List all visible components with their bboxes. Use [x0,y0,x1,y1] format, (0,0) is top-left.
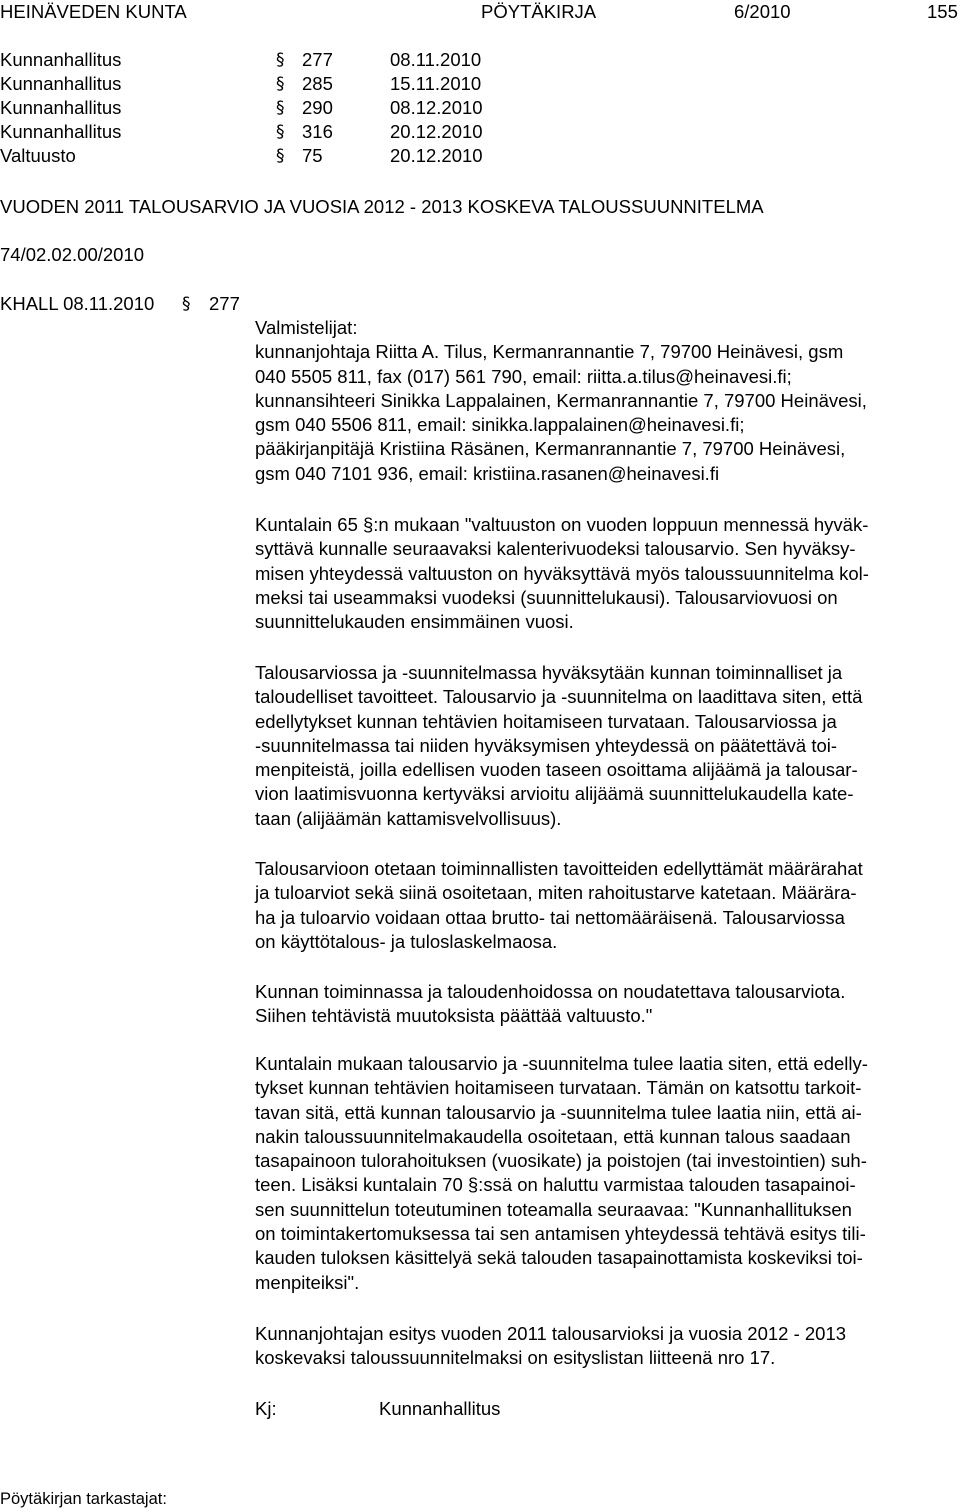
paragraph-line: ha ja tuloarvio voidaan ottaa brutto- tai nettomääräisenä. Talousarviossa [255,906,845,928]
paragraph-line: ja tuloarviot sekä siinä osoitetaan, miten rahoitustarve katetaan. Määrära- [255,882,857,904]
meeting-row [0,96,960,120]
paragraph-line: on toimintakertomuksessa tai sen antamisen yhteydessä tehtävä esitys tili- [255,1223,866,1245]
body-paragraph [255,857,955,954]
paragraph-line: Kuntalain 65 §:n mukaan "valtuuston on vuoden loppuun mennessä hyväk- [255,514,869,535]
preparer-line: kunnanjohtaja Riitta A. Tilus, Kermanrannantie 7, 79700 Heinävesi, gsm [255,341,844,363]
document-title: VUODEN 2011 TALOUSARVIO JA VUOSIA 2012 - 2013 KOSKEVA TALOUSSUUNNITELMA [0,196,764,217]
page-header [0,0,960,26]
paragraph-line: kauden tuloksen käsittelyä sekä talouden tasapainottamista koskeviksi toi- [255,1247,863,1269]
section-label: KHALL 08.11.2010 [0,293,155,314]
meeting-section-number: 277 [302,49,333,70]
preparer-line: kunnansihteeri Sinikka Lappalainen, Kermanrannantie 7, 79700 Heinävesi, [255,389,867,411]
preparers-block [255,316,955,486]
paragraph-line: -suunnitelmassa tai niiden hyväksymisen yhteydessä on päätettävä toi- [255,734,838,756]
section-symbol: § [182,294,191,314]
meeting-date: 20.12.2010 [390,145,483,166]
meeting-body: Kunnanhallitus [0,49,122,70]
section-symbol: § [276,74,285,94]
paragraph-line: menpiteistä, joilla edellisen vuoden taseen osoittama alijäämä ja talousar- [255,759,858,781]
paragraph-line: Talousarviossa ja -suunnitelmassa hyväksytään kunnan toiminnalliset ja [255,662,843,683]
preparer-line: gsm 040 7101 936, email: kristiina.rasanen@heinavesi.fi [255,462,720,484]
paragraph-line: suunnittelukauden ensimmäinen vuosi. [255,611,574,633]
meeting-row [0,48,960,72]
meeting-date: 15.11.2010 [390,73,482,94]
municipality-name: HEINÄVEDEN KUNTA [0,1,187,22]
meeting-body: Valtuusto [0,145,76,166]
paragraph-line: taloudelliset tavoitteet. Talousarvio ja -suunnitelma on laadittava siten, että [255,686,863,708]
meeting-section-number: 75 [302,145,323,166]
meeting-row [0,144,960,168]
body-paragraph [255,1322,955,1371]
section-symbol: § [276,50,285,70]
meeting-row [0,72,960,96]
preparer-line: pääkirjanpitäjä Kristiina Räsänen, Kermanrannantie 7, 79700 Heinävesi, [255,438,846,460]
section-symbol: § [276,98,285,118]
paragraph-line: on käyttötalous- ja tuloslaskelmaosa. [255,930,558,952]
meeting-row [0,120,960,144]
reviewers-label: Pöytäkirjan tarkastajat: [0,1490,167,1508]
kj-value: Kunnanhallitus [379,1398,501,1419]
paragraph-line: sen suunnittelun toteutuminen toteamalla seuraavaa: "Kunnanhallituksen [255,1198,852,1220]
preparer-line: gsm 040 5506 811, email: sinikka.lappalainen@heinavesi.fi; [255,414,745,436]
paragraph-line: taan (alijäämän kattamisvelvollisuus). [255,807,562,829]
paragraph-line: Kuntalain mukaan talousarvio ja -suunnitelma tulee laatia siten, että edelly- [255,1053,868,1074]
paragraph-line: tasapainoon tulorahoituksen (vuosikate) ja poistojen (tai investointien) suh- [255,1150,867,1172]
meeting-body: Kunnanhallitus [0,97,122,118]
paragraph-line: meksi tai useammaksi vuodeksi (suunnittelukausi). Talousarviovuosi on [255,586,838,608]
paragraph-line: tavan sitä, että kunnan talousarvio ja -suunnitelma tulee laatia niin, että ai- [255,1101,862,1123]
paragraph-line: nakin taloussuunnitelmakaudella osoitetaan, että kunnan talous saadaan [255,1125,851,1147]
section-symbol: § [276,122,285,142]
page-number: 155 [927,1,958,22]
document-type: PÖYTÄKIRJA [481,1,597,22]
paragraph-line: koskevaksi taloussuunnitelmaksi on esityslistan liitteenä nro 17. [255,1347,776,1369]
preparer-line: 040 5505 811, fax (017) 561 790, email: riitta.a.tilus@heinavesi.fi; [255,365,792,387]
body-paragraph [255,980,955,1029]
paragraph-line: Kunnanjohtajan esitys vuoden 2011 talousarvioksi ja vuosia 2012 - 2013 [255,1323,847,1344]
meeting-section-number: 285 [302,73,333,94]
meeting-section-number: 316 [302,121,333,142]
paragraph-line: misen yhteydessä valtuuston on hyväksyttävä myös taloussuunnitelma kol- [255,562,869,584]
paragraph-line: syttävä kunnalle seuraavaksi kalenterivuodeksi talousarvio. Sen hyväksy- [255,538,856,560]
meeting-date: 08.12.2010 [390,97,483,118]
meeting-date: 20.12.2010 [390,121,483,142]
paragraph-line: vion laatimisvuonna kertyväksi arvioitu alijäämä suunnittelukaudella kate- [255,783,854,805]
meeting-body: Kunnanhallitus [0,73,122,94]
meeting-section-number: 290 [302,97,333,118]
kj-label: Kj: [255,1398,277,1419]
paragraph-line: tykset kunnan tehtävien hoitamiseen turvataan. Tämän on katsottu tarkoit- [255,1077,862,1099]
paragraph-line: menpiteiksi". [255,1271,360,1293]
body-paragraph [255,1052,955,1295]
preparers-label: Valmistelijat: [255,317,358,338]
body-paragraph [255,661,955,831]
section-number: 277 [209,293,240,314]
paragraph-line: Kunnan toiminnassa ja taloudenhoidossa on noudatettava talousarviota. [255,981,846,1002]
record-code: 74/02.02.00/2010 [0,244,145,265]
body-paragraph [255,513,955,634]
issue-number: 6/2010 [734,1,791,22]
paragraph-line: edellytykset kunnan tehtävien hoitamiseen turvataan. Talousarviossa ja [255,710,837,732]
paragraph-line: Siihen tehtävistä muutoksista päättää valtuusto." [255,1005,653,1027]
meeting-body: Kunnanhallitus [0,121,122,142]
paragraph-line: teen. Lisäksi kuntalain 70 §:ssä on haluttu varmistaa talouden tasapainoi- [255,1174,856,1196]
paragraph-line: Talousarvioon otetaan toiminnallisten tavoitteiden edellyttämät määrärahat [255,858,863,879]
section-symbol: § [276,146,285,166]
meeting-date: 08.11.2010 [390,49,482,70]
